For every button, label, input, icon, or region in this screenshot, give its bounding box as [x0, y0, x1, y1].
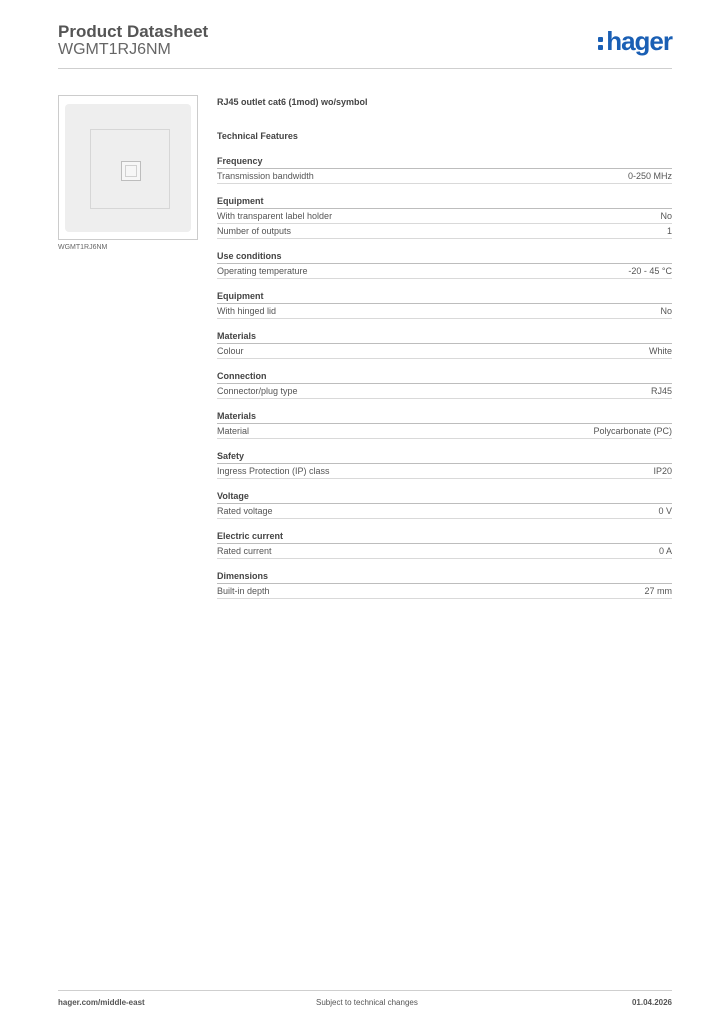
footer-note: Subject to technical changes [316, 998, 418, 1007]
spec-group [217, 154, 672, 184]
spec-label: With transparent label holder [217, 211, 333, 221]
spec-row [217, 584, 672, 599]
spec-label: Built-in depth [217, 586, 270, 596]
spec-row [217, 209, 672, 224]
technical-features-heading: Technical Features [217, 131, 298, 141]
spec-group [217, 529, 672, 559]
spec-label: Number of outputs [217, 226, 292, 236]
spec-value: IP20 [653, 466, 672, 476]
spec-group-title: Connection [217, 369, 672, 384]
spec-row [217, 224, 672, 239]
spec-row [217, 544, 672, 559]
spec-group-title: Safety [217, 449, 672, 464]
footer-website-link[interactable]: hager.com/middle-east [58, 998, 145, 1007]
spec-row [217, 344, 672, 359]
spec-value: -20 - 45 °C [628, 266, 672, 276]
spec-group [217, 569, 672, 599]
header-divider [58, 68, 672, 69]
product-image [58, 95, 198, 240]
spec-value: Polycarbonate (PC) [593, 426, 672, 436]
spec-group-title: Equipment [217, 194, 672, 209]
spec-label: Transmission bandwidth [217, 171, 314, 181]
spec-group-title: Equipment [217, 289, 672, 304]
spec-label: Connector/plug type [217, 386, 298, 396]
logo-dots-icon [598, 35, 604, 51]
footer-date: 01.04.2026 [631, 998, 672, 1007]
spec-group-title: Frequency [217, 154, 672, 169]
spec-row [217, 424, 672, 439]
plate-insert [90, 129, 170, 209]
spec-group-title: Electric current [217, 529, 672, 544]
spec-group-title: Voltage [217, 489, 672, 504]
spec-group [217, 249, 672, 279]
spec-value: RJ45 [650, 386, 672, 396]
spec-row [217, 304, 672, 319]
spec-value: 0 V [658, 506, 672, 516]
spec-row [217, 169, 672, 184]
spec-value: No [660, 211, 672, 221]
spec-label: Material [217, 426, 250, 436]
spec-value: 27 mm [644, 586, 672, 596]
spec-label: With hinged lid [217, 306, 277, 316]
spec-row [217, 264, 672, 279]
spec-group-title: Materials [217, 329, 672, 344]
spec-label: Rated current [217, 546, 272, 556]
spec-group-title: Use conditions [217, 249, 672, 264]
spec-group [217, 409, 672, 439]
spec-content [217, 95, 672, 609]
page-header [58, 20, 672, 70]
hager-logo [598, 28, 672, 54]
footer-divider [58, 990, 672, 991]
image-caption: WGMT1RJ6NM [58, 244, 108, 251]
product-reference: WGMT1RJ6NM [58, 41, 171, 58]
spec-group [217, 489, 672, 519]
spec-group [217, 329, 672, 359]
spec-label: Colour [217, 346, 244, 356]
spec-row [217, 384, 672, 399]
spec-groups [217, 154, 672, 599]
product-name: RJ45 outlet cat6 (1mod) wo/symbol [217, 97, 368, 107]
document-title: Product Datasheet [58, 22, 209, 41]
logo-text: hager [606, 26, 672, 56]
rj45-jack-icon [121, 161, 141, 181]
spec-value: White [648, 346, 672, 356]
spec-label: Operating temperature [217, 266, 308, 276]
wall-plate [65, 104, 191, 232]
spec-row [217, 504, 672, 519]
spec-group [217, 369, 672, 399]
spec-group [217, 449, 672, 479]
spec-group [217, 194, 672, 239]
spec-label: Rated voltage [217, 506, 273, 516]
spec-value: 1 [666, 226, 672, 236]
spec-group-title: Dimensions [217, 569, 672, 584]
spec-row [217, 464, 672, 479]
spec-label: Ingress Protection (IP) class [217, 466, 330, 476]
spec-value: 0-250 MHz [627, 171, 672, 181]
spec-value: 0 A [658, 546, 672, 556]
spec-group [217, 289, 672, 319]
spec-group-title: Materials [217, 409, 672, 424]
spec-value: No [660, 306, 672, 316]
